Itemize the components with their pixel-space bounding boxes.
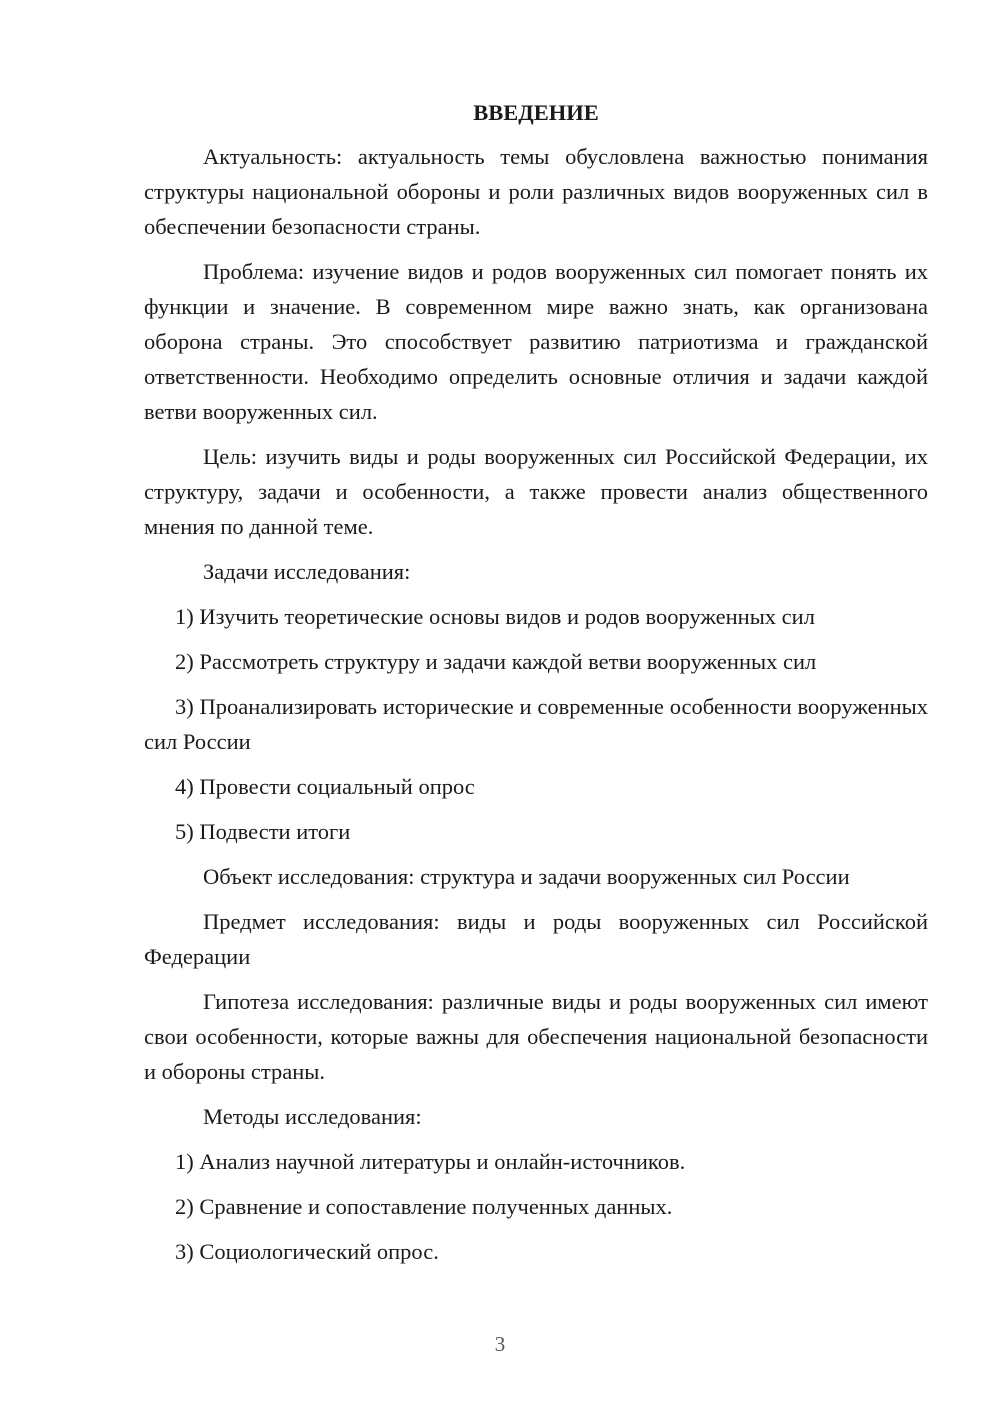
task-item: 3) Проанализировать исторические и современные особенности вооруженных сил России [144,694,928,754]
relevance-paragraph: Актуальность: актуальность темы обусловлена важностью понимания структуры национальной обороны и роли различных видов вооруженных сил в обеспечении безопасности страны. [144,144,928,239]
tasks-heading: Задачи исследования: [203,559,411,584]
goal-paragraph: Цель: изучить виды и роды вооруженных сил Российской Федерации, их структуру, задачи и особенности, а также провести анализ общественного мнения по данной теме. [144,444,928,539]
task-item: 2) Рассмотреть структуру и задачи каждой ветви вооруженных сил [175,649,817,674]
page-title: ВВЕДЕНИЕ [473,100,599,125]
object-paragraph: Объект исследования: структура и задачи вооруженных сил России [203,864,850,889]
methods-heading: Методы исследования: [203,1104,422,1129]
page-number: 3 [494,1332,506,1356]
task-item: 4) Провести социальный опрос [175,774,475,799]
method-item: 3) Социологический опрос. [175,1239,439,1264]
task-item: 5) Подвести итоги [175,819,351,844]
task-item: 1) Изучить теоретические основы видов и родов вооруженных сил [175,604,815,629]
method-item: 2) Сравнение и сопоставление полученных данных. [175,1194,673,1219]
problem-paragraph: Проблема: изучение видов и родов вооруженных сил помогает понять их функции и значение. В современном мире важно знать, как организована оборона страны. Это способствует развитию патриотизма и гражданской ответственности. Необходимо определить основные отличия и задачи каждой ветви вооруженных сил. [144,259,928,424]
hypothesis-paragraph: Гипотеза исследования: различные виды и роды вооруженных сил имеют свои особенности, которые важны для обеспечения национальной безопасности и обороны страны. [144,989,928,1084]
subject-paragraph: Предмет исследования: виды и роды вооруженных сил Российской Федерации [144,909,928,969]
document-body [144,95,928,1279]
method-item: 1) Анализ научной литературы и онлайн-источников. [175,1149,686,1174]
